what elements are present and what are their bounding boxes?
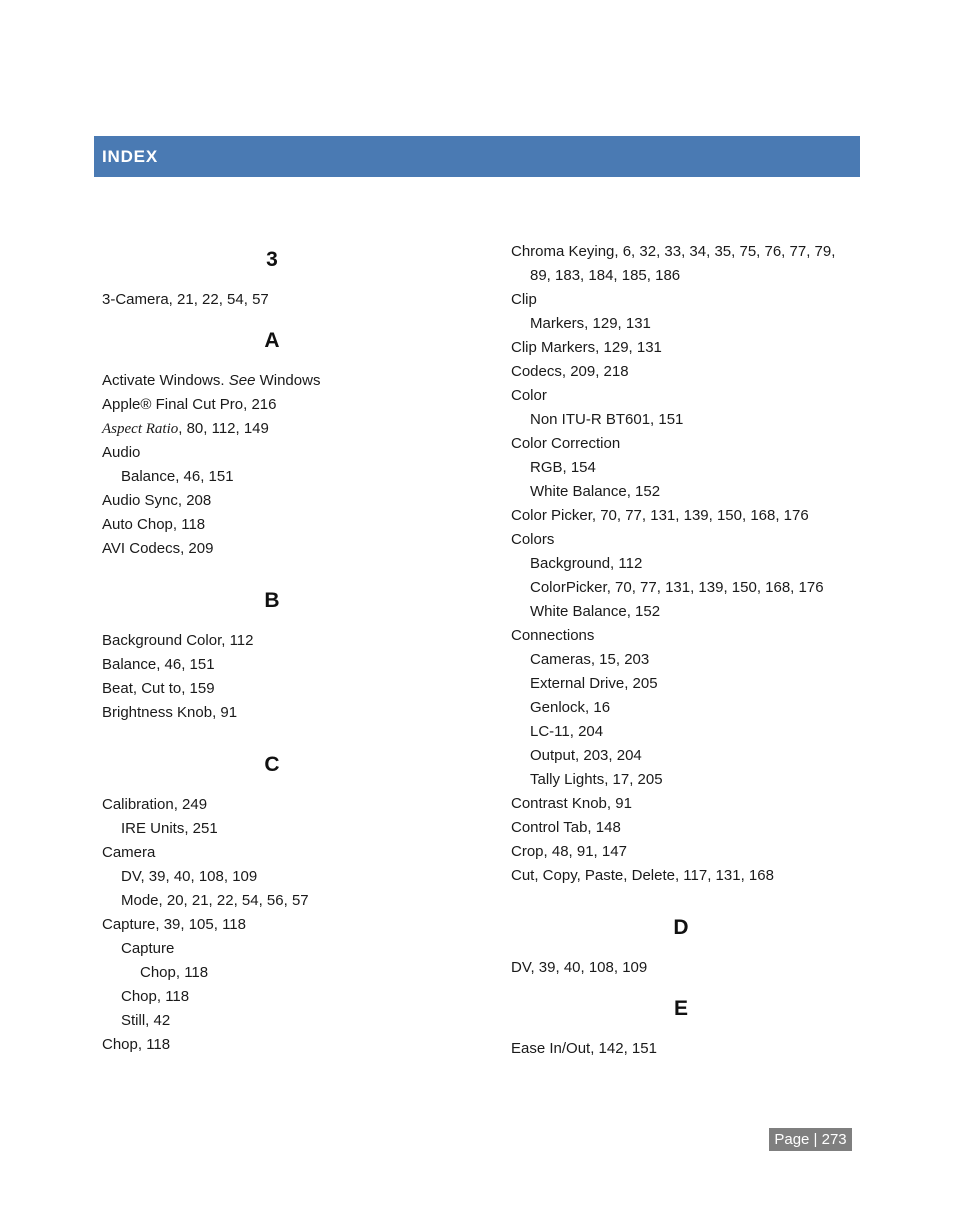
section-letter-3: 3 (266, 248, 278, 271)
entry-text: Activate Windows. (102, 372, 229, 389)
entry-term: Aspect Ratio (102, 421, 179, 437)
index-entry: Background Color, 112 (102, 632, 254, 649)
see-target: Windows (255, 372, 321, 389)
index-entry: Color Picker, 70, 77, 131, 139, 150, 168, 176 (511, 507, 809, 524)
index-subentry: Tally Lights, 17, 205 (530, 771, 663, 788)
section-letter-b: B (264, 589, 280, 612)
index-column-right (511, 240, 856, 1061)
index-subentry: White Balance, 152 (530, 603, 661, 620)
index-entry: Brightness Knob, 91 (102, 704, 238, 721)
index-entry: Control Tab, 148 (511, 819, 621, 836)
index-entry: Clip Markers, 129, 131 (511, 339, 662, 356)
index-subentry: Non ITU-R BT601, 151 (530, 411, 684, 428)
index-subentry: ColorPicker, 70, 77, 131, 139, 150, 168, 176 (530, 579, 824, 596)
index-entry: Audio (102, 444, 141, 461)
index-subentry: LC-11, 204 (530, 723, 604, 740)
index-entry: Capture, 39, 105, 118 (102, 916, 246, 933)
index-subentry: Background, 112 (530, 555, 643, 572)
index-entry: Audio Sync, 208 (102, 492, 212, 509)
index-entry: Apple® Final Cut Pro, 216 (102, 396, 277, 413)
entry-pages: , 80, 112, 149 (178, 420, 269, 437)
index-entry: Crop, 48, 91, 147 (511, 843, 627, 860)
index-entry: 3-Camera, 21, 22, 54, 57 (102, 291, 269, 308)
index-subentry: Still, 42 (121, 1012, 171, 1029)
index-entry: Auto Chop, 118 (102, 516, 206, 533)
page-title: INDEX (102, 146, 158, 166)
index-subentry: RGB, 154 (530, 459, 596, 476)
index-subentry: External Drive, 205 (530, 675, 658, 692)
index-entry: Connections (511, 627, 595, 644)
index-subentry: Capture (121, 940, 175, 957)
index-subentry: Genlock, 16 (530, 699, 611, 716)
see-reference: See (228, 372, 256, 389)
index-entry-continuation: 89, 183, 184, 185, 186 (530, 267, 681, 284)
index-entry (102, 369, 442, 393)
index-entry: Chroma Keying, 6, 32, 33, 34, 35, 75, 76, 77, 79, (511, 243, 836, 260)
section-letter-e: E (673, 997, 688, 1020)
index-entry: Contrast Knob, 91 (511, 795, 632, 812)
index-entry (102, 417, 442, 441)
index-subsubentry: Chop, 118 (140, 964, 209, 981)
section-letter-d: D (673, 916, 689, 939)
index-subentry: Balance, 46, 151 (121, 468, 234, 485)
index-entry: Chop, 118 (102, 1036, 171, 1053)
index-entry: Calibration, 249 (102, 796, 208, 813)
page-number-badge: Page | 273 (769, 1128, 852, 1151)
index-entry: Color Correction (511, 435, 621, 452)
index-subentry: Chop, 118 (121, 988, 190, 1005)
index-entry: Color (511, 387, 547, 404)
index-subentry: Cameras, 15, 203 (530, 651, 650, 668)
index-entry: AVI Codecs, 209 (102, 540, 214, 557)
index-entry: Camera (102, 844, 156, 861)
index-subentry: IRE Units, 251 (121, 820, 218, 837)
index-entry: Colors (511, 531, 555, 548)
index-subentry: Mode, 20, 21, 22, 54, 56, 57 (121, 892, 309, 909)
index-subentry: Output, 203, 204 (530, 747, 642, 764)
index-entry: Ease In/Out, 142, 151 (511, 1040, 657, 1057)
section-letter-c: C (264, 753, 280, 776)
index-column-left (102, 240, 442, 1057)
index-entry: Balance, 46, 151 (102, 656, 215, 673)
index-entry: Beat, Cut to, 159 (102, 680, 215, 697)
index-subentry: DV, 39, 40, 108, 109 (121, 868, 258, 885)
index-subentry: White Balance, 152 (530, 483, 661, 500)
index-header-banner (94, 136, 860, 177)
index-entry: DV, 39, 40, 108, 109 (511, 959, 648, 976)
index-entry: Codecs, 209, 218 (511, 363, 629, 380)
section-letter-a: A (264, 329, 280, 352)
index-entry: Cut, Copy, Paste, Delete, 117, 131, 168 (511, 867, 774, 884)
index-subentry: Markers, 129, 131 (530, 315, 651, 332)
index-entry: Clip (511, 291, 537, 308)
